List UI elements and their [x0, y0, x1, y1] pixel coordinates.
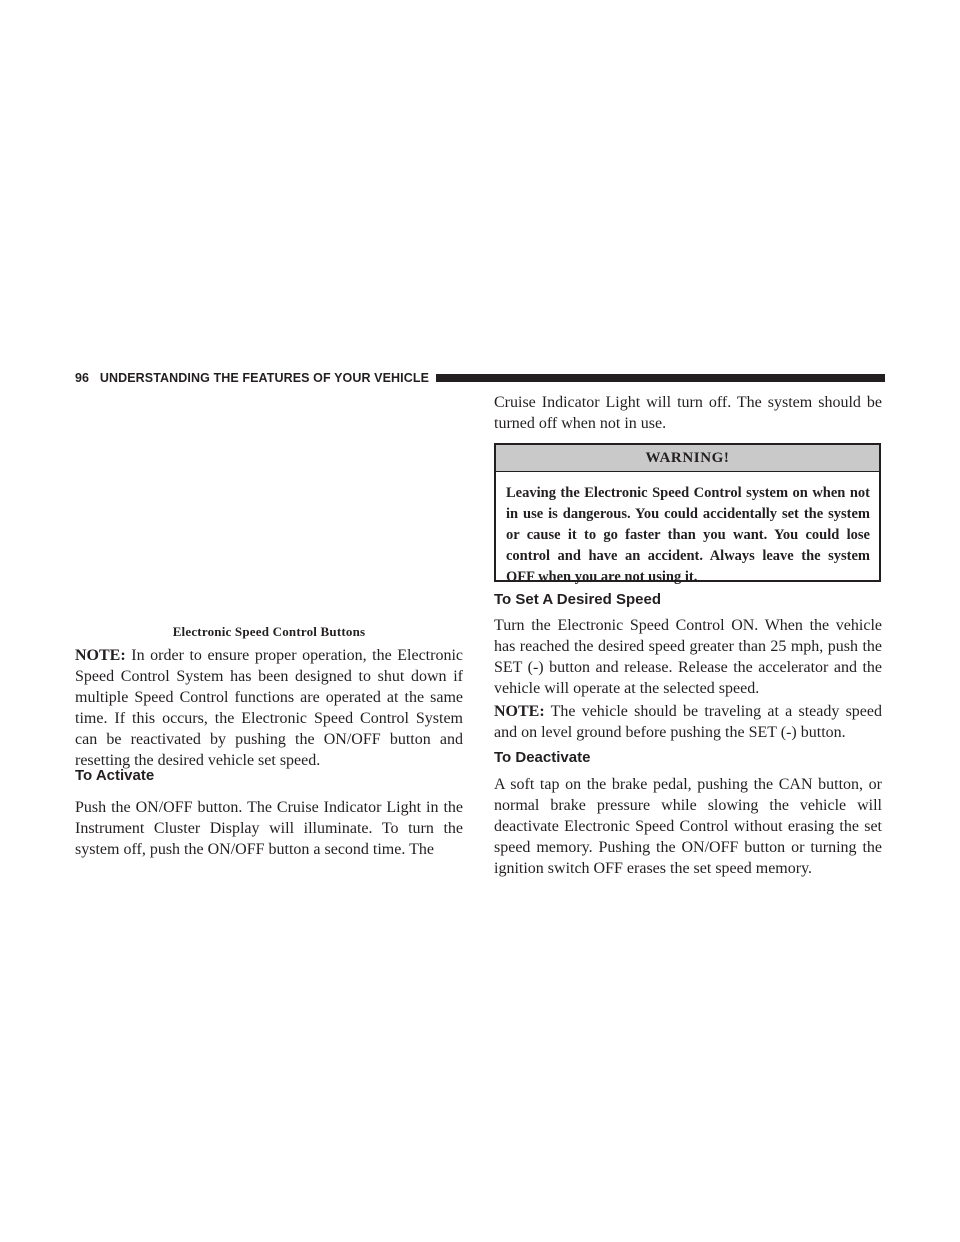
to-activate-heading: To Activate: [75, 767, 155, 784]
to-deactivate-heading: To Deactivate: [494, 749, 591, 766]
page-number: 96: [75, 371, 90, 385]
header-text: [75, 370, 429, 386]
left-note-paragraph: [75, 645, 463, 771]
set-speed-note-text: The vehicle should be traveling at a steady speed and on level ground before pushing the SET (-) button.: [494, 703, 882, 741]
warning-title: WARNING!: [496, 445, 879, 472]
set-speed-note-label: NOTE:: [494, 703, 545, 720]
figure-caption: Electronic Speed Control Buttons: [172, 624, 366, 639]
set-speed-paragraph: Turn the Electronic Speed Control ON. When the vehicle has reached the desired speed greater than 25 mph, push the SET (-) button and release. Release the accelerator and the vehicle will operate at the selected speed.: [494, 617, 882, 697]
deactivate-paragraph: A soft tap on the brake pedal, pushing the CAN button, or normal brake pressure while slowing the vehicle will deactivate Electronic Speed Control without erasing the set speed memory. Pushing the ON/OFF button or turning the ignition switch OFF erases the set speed memory.: [494, 776, 882, 877]
set-speed-note-paragraph: [494, 701, 882, 743]
warning-box: [494, 443, 881, 585]
note-text: In order to ensure proper operation, the Electronic Speed Control System has been designed to shut down if multiple Speed Control functions are operated at the same time. If this occurs, the Electronic Speed Control System can be reactivated by pushing the ON/OFF button and resetting the desired vehicle set speed.: [75, 647, 463, 769]
header-rule: [436, 374, 885, 382]
section-title: UNDERSTANDING THE FEATURES OF YOUR VEHICLE: [99, 371, 430, 385]
set-speed-heading: To Set A Desired Speed: [494, 591, 661, 608]
warning-text: Leaving the Electronic Speed Control system on when not in use is dangerous. You could accidentally set the system or cause it to go faster than you want. You could lose control and have an accident. Always leave the system OFF when you are not using it.: [506, 485, 870, 585]
note-label: NOTE:: [75, 647, 126, 664]
page-header: [75, 370, 885, 386]
continued-paragraph: Cruise Indicator Light will turn off. The system should be turned off when not in use.: [494, 394, 882, 432]
activate-paragraph: Push the ON/OFF button. The Cruise Indicator Light in the Instrument Cluster Display will illuminate. To turn the system off, push the ON/OFF button a second time. The: [75, 799, 463, 858]
